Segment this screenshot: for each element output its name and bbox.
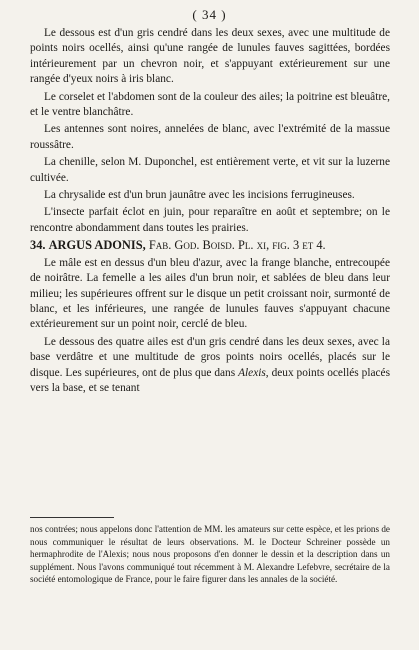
species-reference: Fab. God. Boisd. Pl. xi, fig. 3 et 4. bbox=[148, 238, 326, 253]
paragraph-last bbox=[30, 335, 390, 397]
species-heading bbox=[30, 238, 390, 253]
paragraph: La chrysalide est d'un brun jaunâtre avec les incisions ferrugineuses. bbox=[44, 189, 355, 202]
paragraph: Le dessous est d'un gris cendré dans les deux sexes, avec une multitude de points noirs ocellés, ainsi qu'une rangée de lunules fauves sagittées, bordées intérieurement par un chevron noir, et s'appuyant extérieurement sur une rangée d'yeux noirs à iris blanc. bbox=[30, 27, 390, 86]
paragraph: Le corselet et l'abdomen sont de la couleur des ailes; la poitrine est bleuâtre, et le ventre blanchâtre. bbox=[30, 90, 390, 119]
paragraph: La chenille, selon M. Duponchel, est entièrement verte, et vit sur la luzerne cultivée. bbox=[30, 156, 390, 184]
footnote bbox=[30, 523, 390, 586]
species-name: ARGUS ADONIS, bbox=[48, 238, 146, 253]
footnote-separator bbox=[30, 517, 114, 518]
paragraph-text: , deux points ocellés placés vers la base, et se tenant bbox=[30, 366, 390, 394]
paragraph: Les antennes sont noires, annelées de blanc, avec l'extrémité de la massue roussâtre. bbox=[30, 123, 390, 151]
footnote-text: nos contrées; nous appelons donc l'attention de MM. les amateurs sur cette espèce, et les prions de nous communiquer le résultat de leurs observations. M. le Docteur Schreiner possède un hermaphrodite de l'Alexis; nous nous proposons d'en donner le dessin et la description dans un supplément. Nous l'avons communiqué tout récemment à M. Alexandre Lefebvre, secrétaire de la société entomologique de France, pour le faire figurer dans les annales de la société. bbox=[30, 524, 390, 585]
paragraph: L'insecte parfait éclot en juin, pour reparaître en août et septembre; on le rencontre abondamment dans toutes les prairies. bbox=[30, 206, 390, 234]
species-number: 34. bbox=[30, 238, 46, 253]
paragraph: Le mâle est en dessus d'un bleu d'azur, avec la frange blanche, entrecoupée de noirâtre. La femelle a les ailes d'un brun noir, et sablées de bleu dans leur milieu; les supérieures offrent sur le disque un petit croissant noir, surmonté de blanc, et les inférieures, une rangée de lunules fauves s'appuyant chacune extérieurement sur un point noir, cerclé de bleu. bbox=[30, 256, 390, 331]
main-text bbox=[30, 26, 390, 398]
italic-species-name: Alexis bbox=[238, 366, 266, 379]
page-number: ( 34 ) bbox=[192, 7, 227, 22]
paragraph-text: Le dessous des quatre ailes est d'un gris cendré dans les deux sexes, avec la base verdâtre et une multitude de gros points noirs ocellés, placés sur le disque. Les supérieures, ont de plus que dans bbox=[30, 335, 390, 379]
